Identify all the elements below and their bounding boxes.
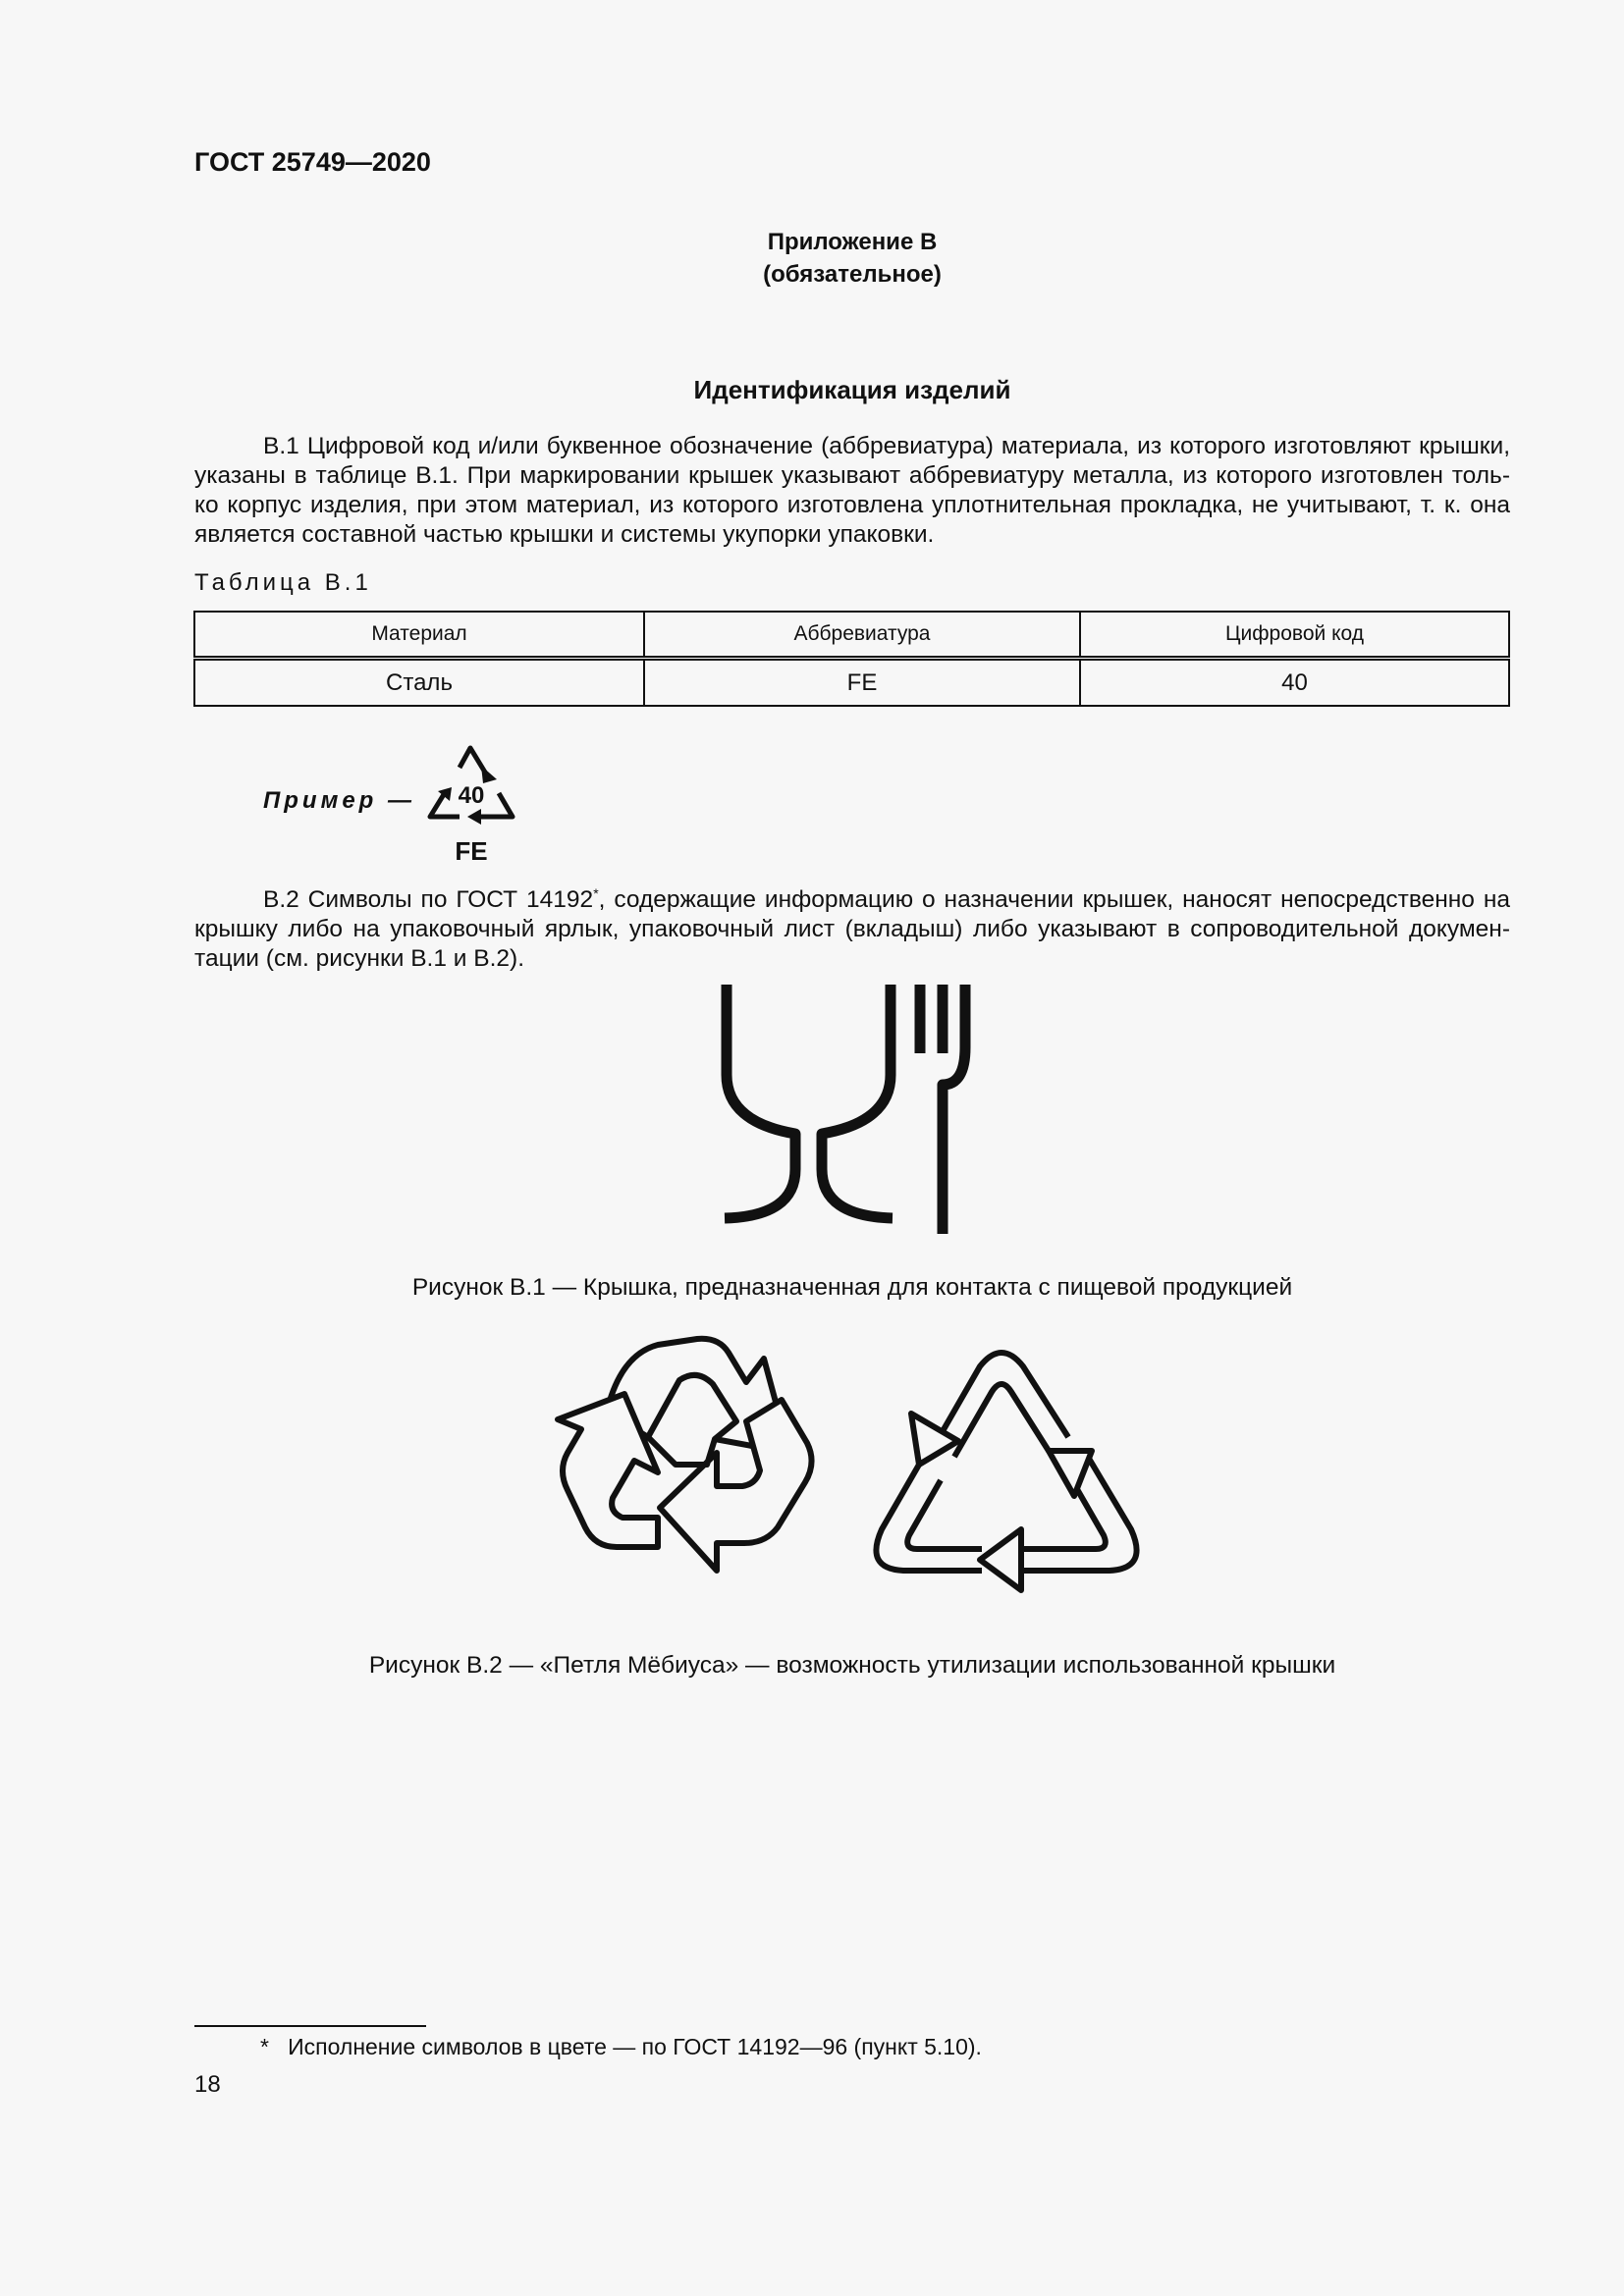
header-code: Цифровой код [1080,612,1509,659]
table-header-row [194,612,1509,659]
footnote-text: Исполнение символов в цвете — по ГОСТ 14192—96 (пункт 5.10). [288,2034,982,2059]
paragraph-text: , содержащие информацию о назначении крышек, наносят непосредственно на [598,886,1510,914]
figure-b1-caption: Рисунок В.1 — Крышка, предназначенная для контакта с пищевой продукцией [411,1274,1293,1301]
recycling-code-icon [416,736,530,868]
page-number: 18 [194,2071,221,2098]
appendix-title: Приложение В [767,229,938,255]
appendix-status: (обязательное) [763,261,942,288]
table-row [194,659,1509,707]
header-abbreviation: Аббревиатура [644,612,1080,659]
recycle-arrows-icon [550,1325,844,1620]
paragraph-line: тации (см. рисунки В.1 и В.2). [194,945,525,973]
cell-code: 40 [1080,659,1509,707]
footnote-mark: * [260,2034,269,2059]
cell-material: Сталь [194,659,644,707]
paragraph-b2 [194,879,1510,974]
recycling-code-abbr: FE [455,836,488,866]
standard-header: ГОСТ 25749—2020 [194,147,431,177]
cell-abbreviation: FE [644,659,1080,707]
paragraph-line: В.1 Цифровой код и/или буквенное обозначение (аббревиатура) материала, из которого изготовляют крышки, [263,433,1510,459]
recycling-code-number: 40 [458,782,485,809]
example-label: Пример — [263,787,416,814]
footnote-ref: * [593,885,599,901]
header-material: Материал [194,612,644,659]
figure-b2-caption: Рисунок В.2 — «Петля Мёбиуса» — возможность утилизации использованной крышки [368,1652,1336,1679]
footnote [260,2034,982,2060]
table-caption: Таблица В.1 [194,569,372,596]
paragraph-line: ко корпус изделия, при этом материал, из которого изготовлена уплотнительная прокладка, не учитывают, т. к. она [194,492,1510,518]
footnote-divider [194,2025,426,2027]
paragraph-line: указаны в таблице В.1. При маркировании крышек указывают аббревиатуру металла, из которого изготовлен толь- [194,462,1510,489]
glass-fork-icon [717,977,992,1237]
appendix-heading [194,226,1510,291]
paragraph-text: В.2 Символы по ГОСТ 14192 [263,886,594,914]
paragraph-line: является составной частью крышки и системы укупорки упаковки. [194,521,935,548]
section-title: Идентификация изделий [693,375,1011,404]
materials-table [193,611,1510,707]
mobius-loop-icon [864,1343,1149,1602]
paragraph-line: крышку либо на упаковочный ярлык, упаковочный лист (вкладыш) либо указывают в сопроводительной докумен- [194,916,1510,943]
paragraph-line [194,879,1510,915]
paragraph-b1 [194,432,1510,550]
